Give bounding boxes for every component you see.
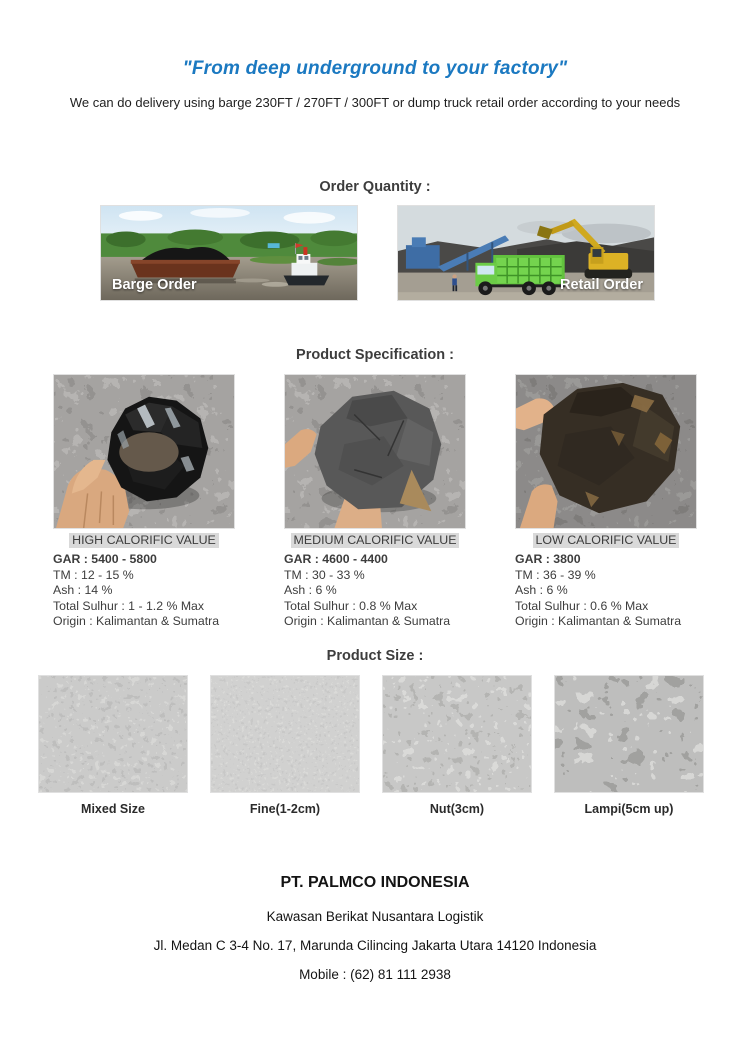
size-column-mixed [38, 675, 188, 816]
company-address: Jl. Medan C 3-4 No. 17, Marunda Cilincing Jakarta Utara 14120 Indonesia [153, 938, 597, 953]
high-calorific-coal-photo [53, 374, 235, 529]
page-title: "From deep underground to your factory" [182, 58, 568, 79]
company-name: PT. PALMCO INDONESIA [280, 874, 470, 891]
spec-tm: TM : 36 - 39 % [515, 567, 596, 582]
fine-coal-photo [210, 675, 360, 793]
spec-origin: Origin : Kalimantan & Sumatra [515, 614, 682, 629]
page-subtitle: We can do delivery using barge 230FT / 270FT / 300FT or dump truck retail order according to your needs [69, 95, 681, 110]
spec-ash: Ash : 6 % [284, 583, 337, 598]
spec-origin: Origin : Kalimantan & Sumatra [284, 614, 451, 629]
barge-order-caption: Barge Order [112, 277, 197, 293]
spec-sulphur: Total Sulhur : 0.6 % Max [515, 598, 649, 613]
size-label-lampi: Lampi(5cm up) [584, 802, 674, 816]
product-size-heading: Product Size : [326, 648, 424, 664]
medium-calorific-coal-photo [284, 374, 466, 529]
barge-order-photo [100, 205, 358, 301]
lampi-coal-photo [554, 675, 704, 793]
size-label-mixed: Mixed Size [81, 802, 145, 816]
retail-order-caption: Retail Order [560, 277, 643, 293]
company-mobile: Mobile : (62) 81 111 2938 [299, 967, 451, 982]
spec-gar: GAR : 5400 - 5800 [53, 552, 157, 566]
spec-tm: TM : 12 - 15 % [53, 567, 134, 582]
spec-sulphur: Total Sulhur : 1 - 1.2 % Max [53, 598, 205, 613]
spec-origin: Origin : Kalimantan & Sumatra [53, 614, 220, 629]
spec-name-high: HIGH CALORIFIC VALUE [53, 531, 235, 549]
spec-tm: TM : 30 - 33 % [284, 567, 365, 582]
spec-column-medium [284, 374, 466, 630]
size-label-fine: Fine(1-2cm) [249, 802, 321, 816]
size-column-nut [382, 675, 532, 816]
spec-name-low: LOW CALORIFIC VALUE [515, 531, 697, 549]
company-area: Kawasan Berikat Nusantara Logistik [266, 909, 484, 924]
mixed-size-coal-photo [38, 675, 188, 793]
size-column-fine [210, 675, 360, 816]
size-label-nut: Nut(3cm) [429, 802, 485, 816]
order-quantity-heading: Order Quantity : [319, 179, 431, 195]
spec-lines-high [53, 552, 235, 630]
nut-coal-photo [382, 675, 532, 793]
spec-ash: Ash : 14 % [53, 583, 113, 598]
spec-column-low [515, 374, 697, 630]
spec-sulphur: Total Sulhur : 0.8 % Max [284, 598, 418, 613]
spec-gar: GAR : 4600 - 4400 [284, 552, 388, 566]
spec-gar: GAR : 3800 [515, 552, 581, 566]
size-column-lampi [554, 675, 704, 816]
spec-name-medium: MEDIUM CALORIFIC VALUE [284, 531, 466, 549]
retail-order-photo [397, 205, 655, 301]
spec-column-high [53, 374, 235, 630]
spec-lines-low [515, 552, 697, 630]
product-specification-heading: Product Specification : [296, 347, 454, 363]
spec-ash: Ash : 6 % [515, 583, 568, 598]
spec-lines-medium [284, 552, 466, 630]
low-calorific-coal-photo [515, 374, 697, 529]
